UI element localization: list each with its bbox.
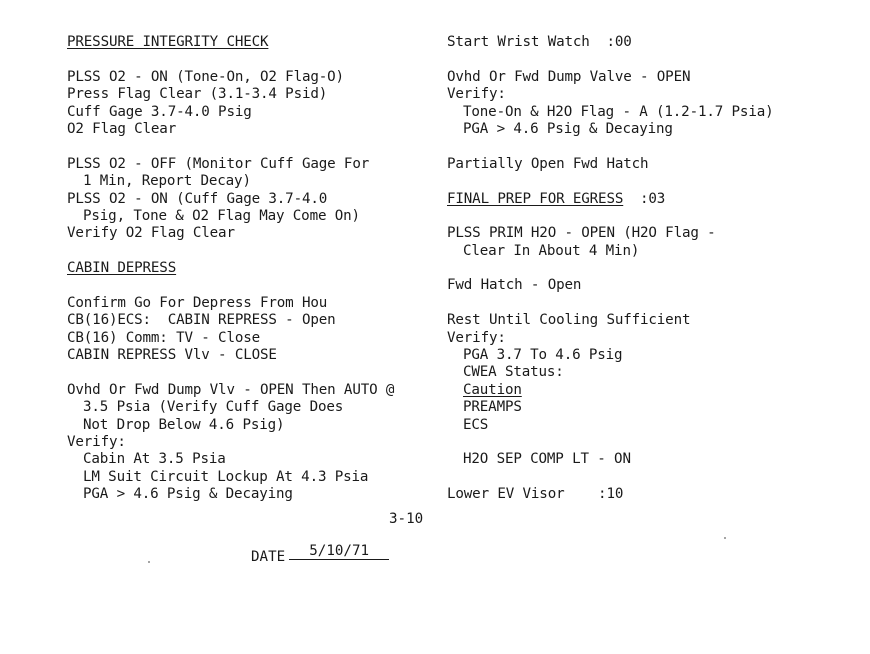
left-column bbox=[67, 34, 437, 504]
left-line: LM Suit Circuit Lockup At 4.3 Psia bbox=[83, 468, 369, 485]
left-line: O2 Flag Clear bbox=[67, 120, 177, 137]
left-line: Ovhd Or Fwd Dump Vlv - OPEN Then AUTO @ bbox=[67, 381, 395, 398]
right-line: Ovhd Or Fwd Dump Valve - OPEN bbox=[447, 68, 691, 85]
left-line: PLSS O2 - ON (Tone-On, O2 Flag-O) bbox=[67, 68, 344, 85]
right-line: Rest Until Cooling Sufficient bbox=[447, 312, 691, 329]
left-line: Cabin At 3.5 Psia bbox=[83, 451, 226, 468]
right-line: Lower EV Visor :10 bbox=[447, 486, 624, 503]
right-line: PGA > 4.6 Psig & Decaying bbox=[463, 120, 673, 137]
right-line: Fwd Hatch - Open bbox=[447, 277, 582, 294]
left-line: Verify O2 Flag Clear bbox=[67, 225, 235, 242]
left-line: PLSS O2 - OFF (Monitor Cuff Gage For bbox=[67, 155, 370, 172]
final-prep-heading: FINAL PREP FOR EGRESS bbox=[447, 190, 624, 207]
right-line: Start Wrist Watch :00 bbox=[447, 34, 632, 50]
left-line: CB(16) Comm: TV - Close bbox=[67, 329, 261, 346]
right-line: Tone-On & H2O Flag - A (1.2-1.7 Psia) bbox=[463, 103, 774, 120]
cwea-caution: Caution bbox=[463, 381, 522, 398]
right-line: PGA 3.7 To 4.6 Psig bbox=[463, 347, 623, 364]
left-line: Cuff Gage 3.7-4.0 Psig bbox=[67, 103, 252, 120]
right-line: Verify: bbox=[447, 329, 506, 346]
left-line: 3.5 Psia (Verify Cuff Gage Does bbox=[83, 399, 344, 416]
scan-speck bbox=[148, 561, 150, 563]
left-line: CABIN REPRESS Vlv - CLOSE bbox=[67, 347, 277, 364]
final-prep-time: :03 bbox=[623, 190, 666, 207]
cwea-ecs: ECS bbox=[463, 416, 489, 433]
page-number: 3-10 bbox=[389, 511, 424, 527]
final-prep-row bbox=[447, 191, 847, 208]
left-line: 1 Min, Report Decay) bbox=[83, 173, 251, 190]
scan-speck bbox=[724, 537, 726, 539]
left-line: PLSS O2 - ON (Cuff Gage 3.7-4.0 bbox=[67, 190, 328, 207]
date-value: 5/10/71 bbox=[289, 543, 389, 560]
left-line: CB(16)ECS: CABIN REPRESS - Open bbox=[67, 312, 336, 329]
right-line: CWEA Status: bbox=[463, 364, 564, 381]
left-line: Confirm Go For Depress From Hou bbox=[67, 294, 328, 311]
pressure-integrity-heading: PRESSURE INTEGRITY CHECK bbox=[67, 34, 269, 50]
left-line: PGA > 4.6 Psig & Decaying bbox=[83, 486, 293, 503]
right-line: PLSS PRIM H2O - OPEN (H2O Flag - bbox=[447, 225, 716, 242]
date-label: DATE bbox=[251, 549, 286, 565]
cabin-depress-heading: CABIN DEPRESS bbox=[67, 260, 177, 277]
cwea-preamps: PREAMPS bbox=[463, 399, 522, 416]
left-line: Verify: bbox=[67, 433, 126, 450]
left-line: Psig, Tone & O2 Flag May Come On) bbox=[83, 207, 360, 224]
right-column bbox=[447, 34, 847, 504]
left-line: Press Flag Clear (3.1-3.4 Psid) bbox=[67, 86, 328, 103]
right-line: Clear In About 4 Min) bbox=[463, 242, 640, 259]
left-line: Not Drop Below 4.6 Psig) bbox=[83, 416, 285, 433]
right-line: Verify: bbox=[447, 86, 506, 103]
right-line: H2O SEP COMP LT - ON bbox=[463, 451, 631, 468]
right-line: Partially Open Fwd Hatch bbox=[447, 155, 649, 172]
date-block bbox=[251, 543, 389, 566]
